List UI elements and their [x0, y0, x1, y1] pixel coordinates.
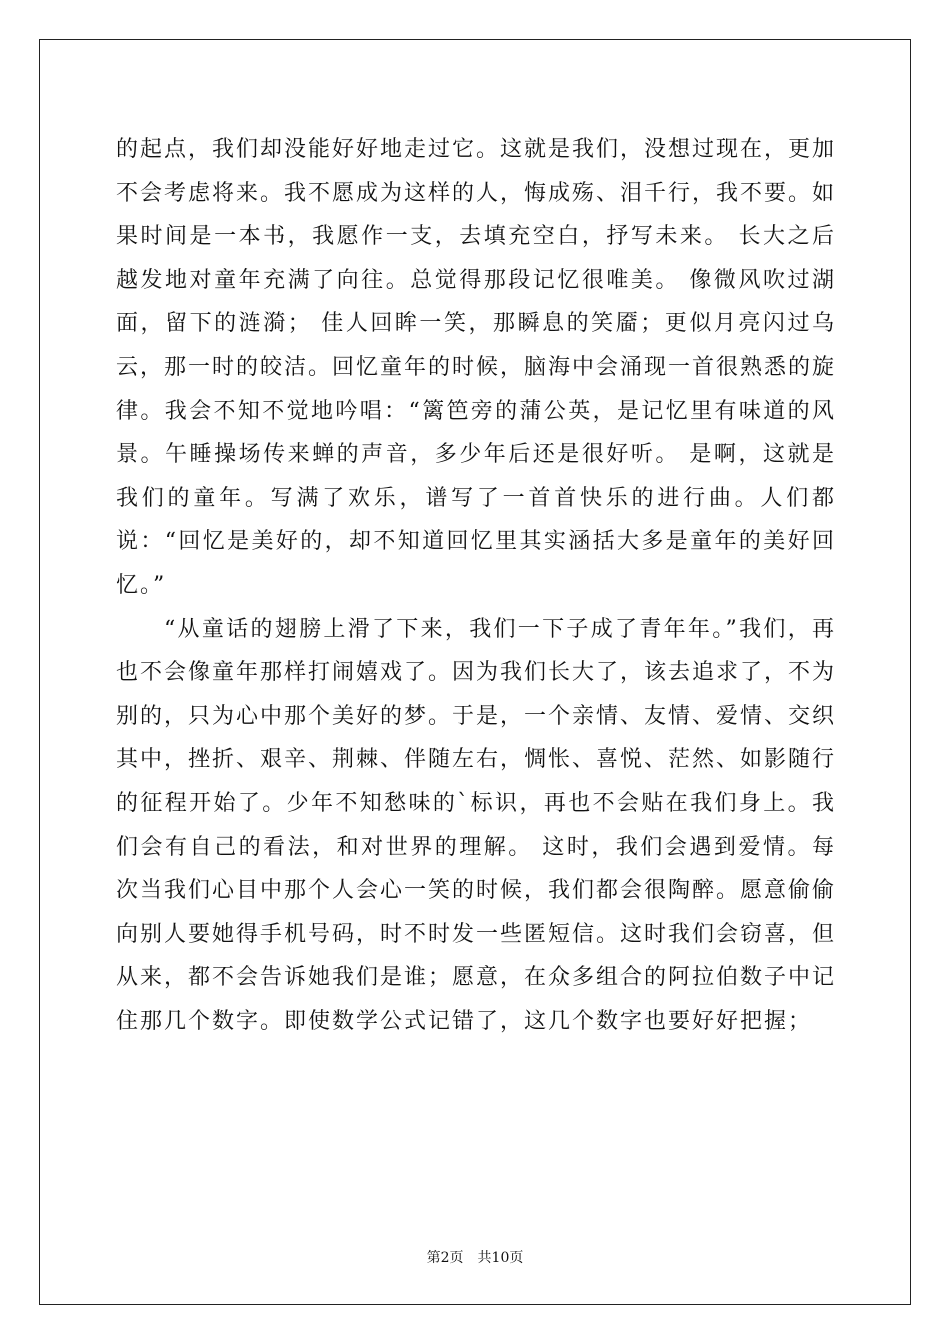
document-body: [116, 128, 836, 1043]
paragraph-1: 的起点，我们却没能好好地走过它。这就是我们，没想过现在，更加不会考虑将来。我不愿成为这样的人，悔成殇、泪千行，我不要。如果时间是一本书，我愿作一支，去填充空白，抒写未来。 长大之后越发地对童年充满了向往。总觉得那段记忆很唯美。 像微风吹过湖面，留下的涟漪； 佳人回眸一笑，那瞬息的笑靥；更似月亮闪过乌云，那一时的皎洁。回忆童年的时候，脑海中会涌现一首很熟悉的旋律。我会不知不觉地吟唱：“篱笆旁的蒲公英，是记忆里有味道的风景。午睡操场传来蝉的声音，多少年后还是很好听。 是啊，这就是我们的童年。写满了欢乐，谱写了一首首快乐的进行曲。人们都说：“回忆是美好的，却不知道回忆里其实涵括大多是童年的美好回忆。”: [116, 137, 837, 598]
page-footer: 第2页 共10页: [426, 1250, 524, 1266]
paragraph-2: “从童话的翅膀上滑了下来，我们一下子成了青年年。”我们，再也不会像童年那样打闹嬉戏了。因为我们长大了，该去追求了，不为别的，只为心中那个美好的梦。于是，一个亲情、友情、爱情、交织其中，挫折、艰辛、荆棘、伴随左右，惆怅、喜悦、茫然、如影随行的征程开始了。少年不知愁味的`标识，再也不会贴在我们身上。我们会有自己的看法，和对世界的理解。 这时，我们会遇到爱情。每次当我们心目中那个人会心一笑的时候，我们都会很陶醉。愿意偷偷向别人要她得手机号码，时不时发一些匿短信。这时我们会窃喜，但从来，都不会告诉她我们是谁；愿意，在众多组合的阿拉伯数子中记住那几个数字。即使数学公式记错了，这几个数字也要好好把握；: [116, 616, 837, 1034]
